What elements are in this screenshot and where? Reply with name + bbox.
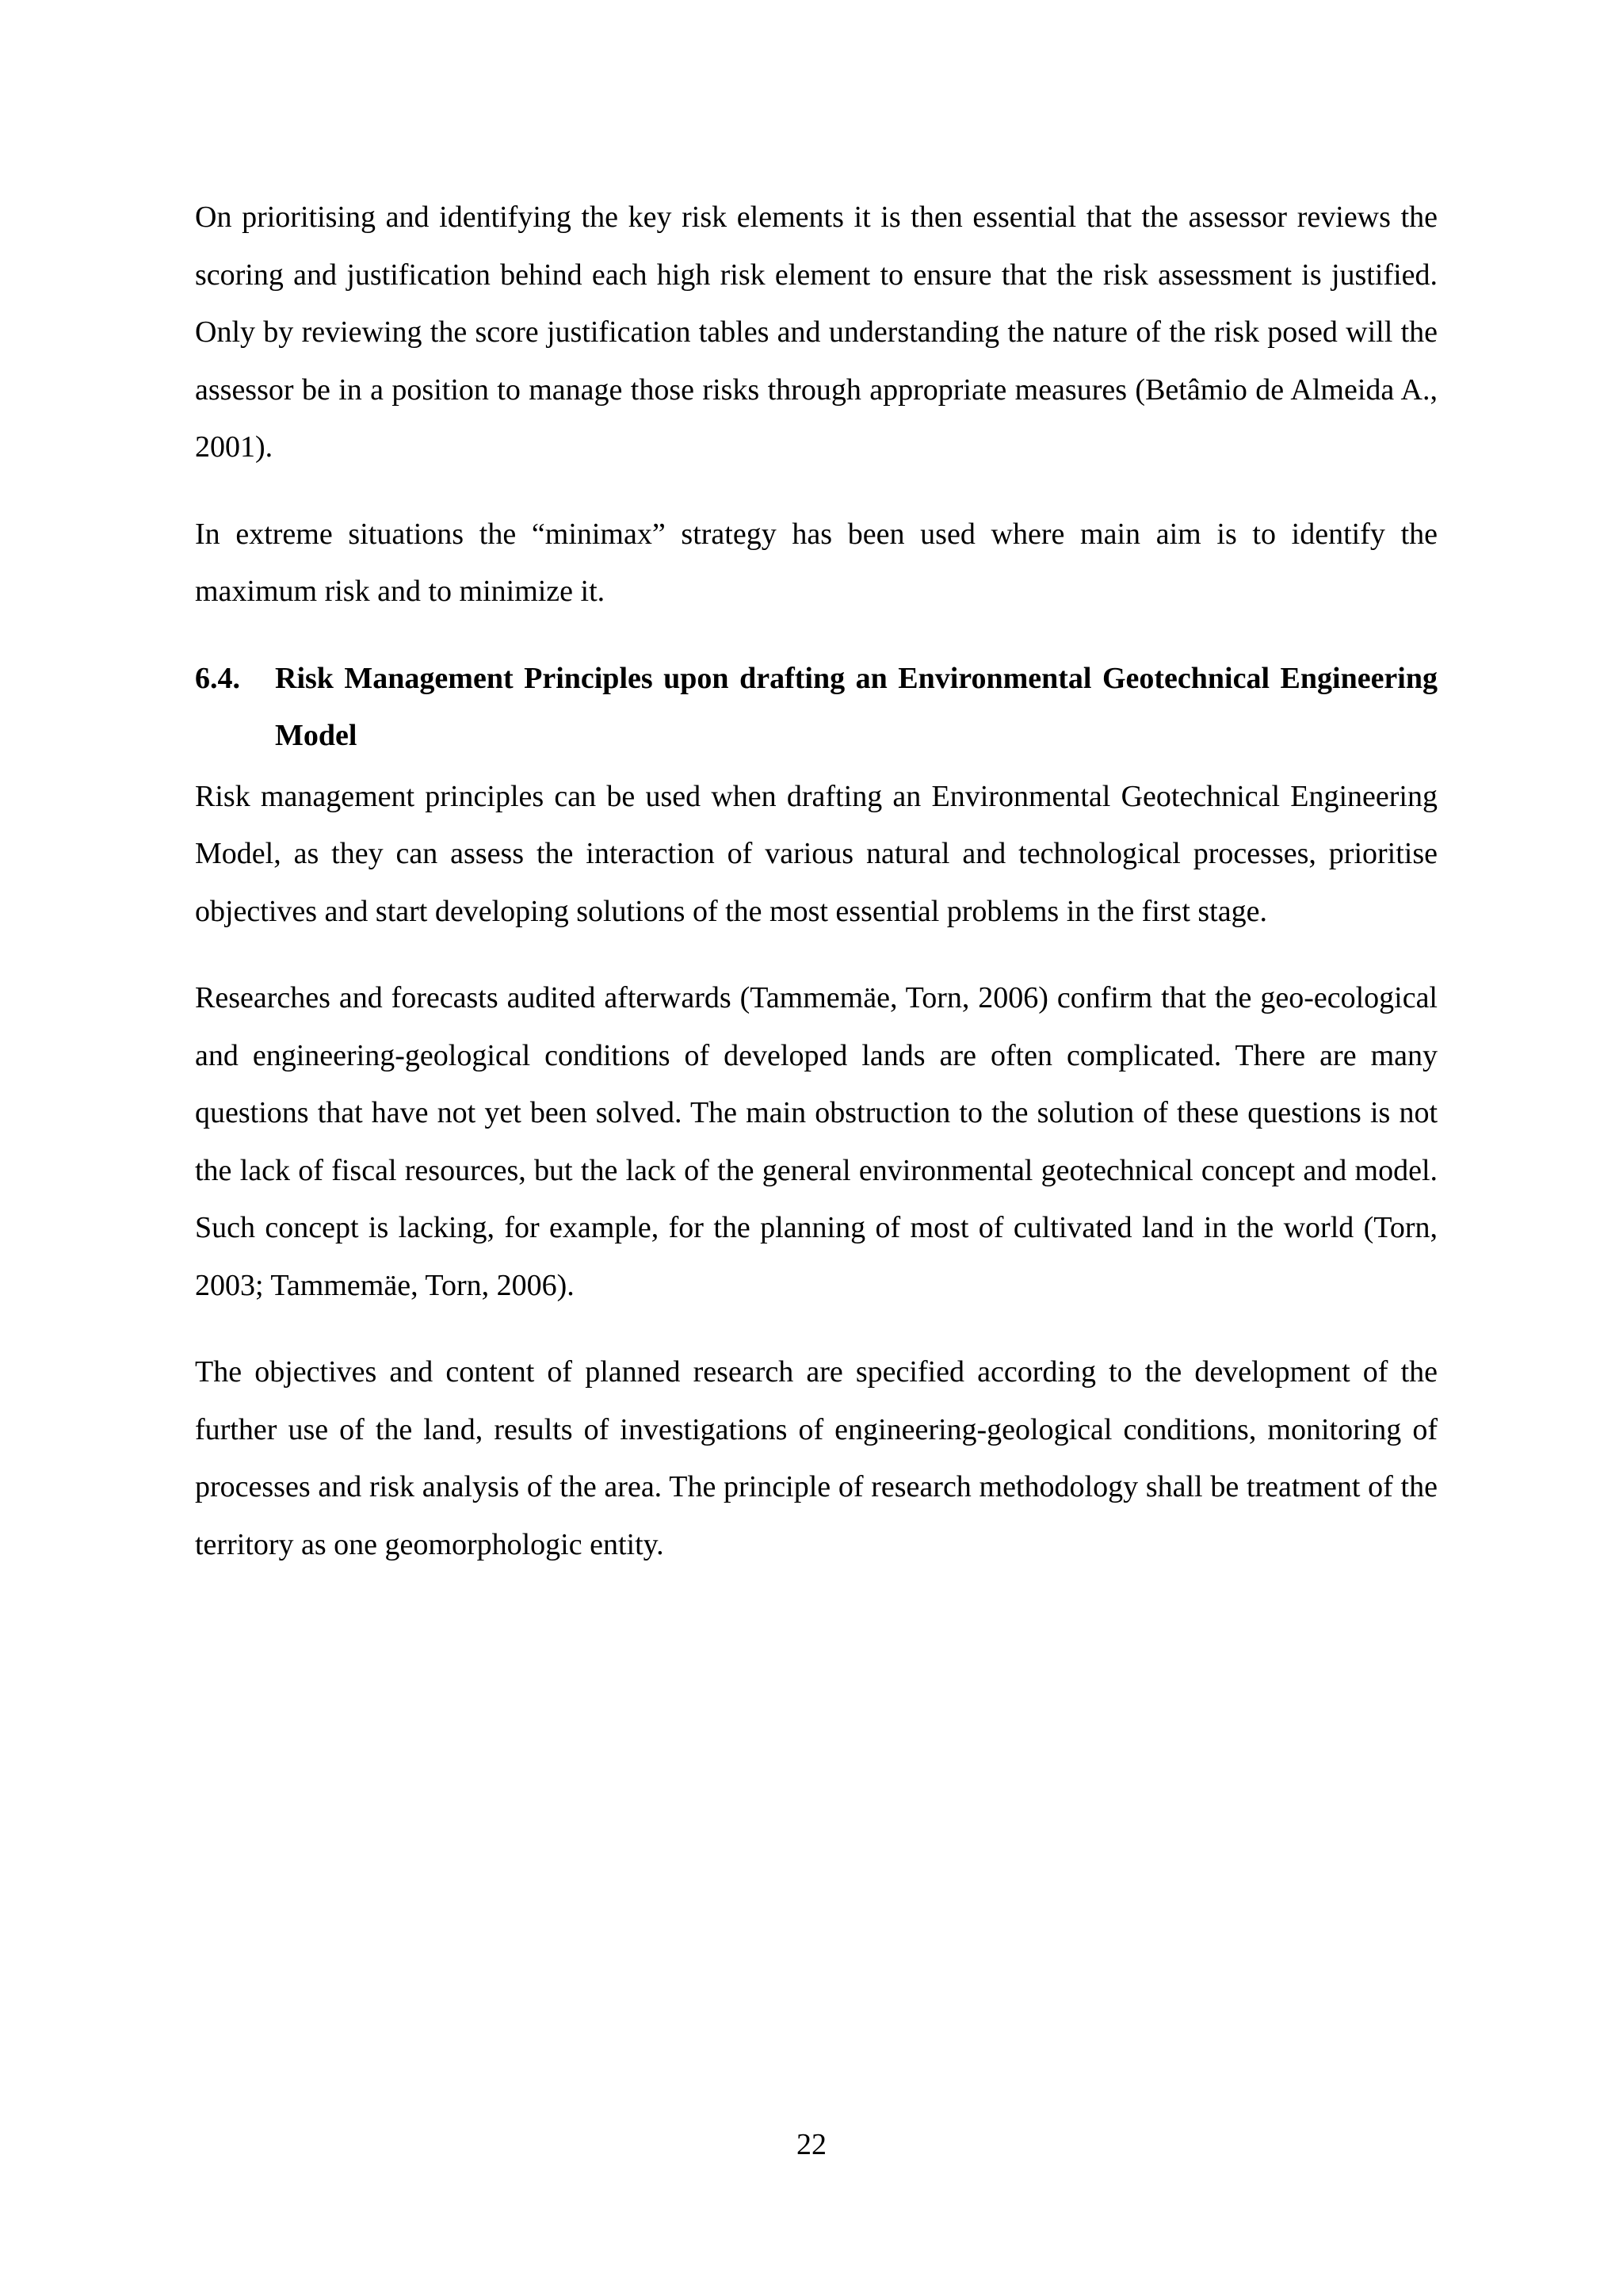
section-title: Risk Management Principles upon drafting an Environmental Geotechnical Engineering Model: [275, 661, 1438, 752]
paragraph-risk-management-principles: Risk management principles can be used when drafting an Environmental Geotechnical Engineering Model, as they can assess the interaction of various natural and technological processes, prioritise objectives and start developing solutions of the most essential problems in the first stage.: [195, 779, 1438, 928]
paragraph-research-objectives: The objectives and content of planned research are specified according to the development of the further use of the land, results of investigations of engineering-geological conditions, monitoring of processes and risk analysis of the area. The principle of research methodology shall be treatment of the territory as one geomorphologic entity.: [195, 1355, 1438, 1561]
section-heading: [195, 650, 1438, 765]
paragraph-minimax-strategy: In extreme situations the “minimax” strategy has been used where main aim is to identify the maximum risk and to minimize it.: [195, 517, 1438, 608]
page-number: 22: [796, 2128, 827, 2161]
paragraph-researches-forecasts: Researches and forecasts audited afterwards (Tammemäe, Torn, 2006) confirm that the geo-ecological and engineering-geological conditions of developed lands are often complicated. There are many questions that have not yet been solved. The main obstruction to the solution of these questions is not the lack of fiscal resources, but the lack of the general environmental geotechnical concept and model. Such concept is lacking, for example, for the planning of most of cultivated land in the world (Torn, 2003; Tammemäe, Torn, 2006).: [195, 981, 1438, 1302]
paragraph-risk-prioritisation: On prioritising and identifying the key risk elements it is then essential that the assessor reviews the scoring and justification behind each high risk element to ensure that the risk assessment is justified. Only by reviewing the score justification tables and understanding the nature of the risk posed will the assessor be in a position to manage those risks through appropriate measures (Betâmio de Almeida A., 2001).: [195, 201, 1438, 464]
section-number: 6.4.: [195, 661, 240, 695]
page-body: [195, 189, 1438, 1573]
